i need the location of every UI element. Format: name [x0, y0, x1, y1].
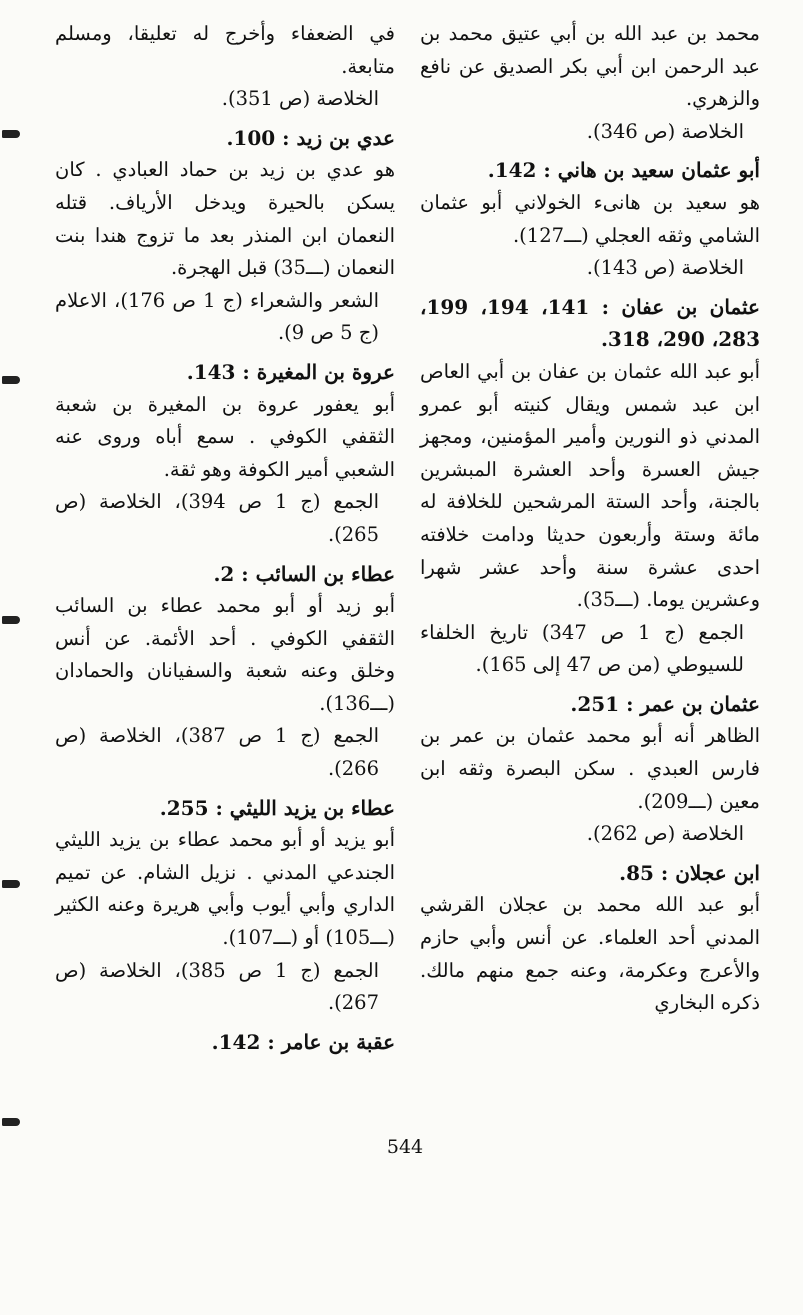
entry-reference: الخلاصة (ص 143). — [586, 256, 744, 280]
entry-reference: الجمع (ج 1 ص 394)، الخلاصة (ص 265). — [55, 490, 379, 546]
entry — [420, 688, 760, 851]
entry-heading: أبو عثمان سعيد بن هاني : 142. — [487, 158, 760, 183]
entry-reference: الخلاصة (ص 346). — [586, 119, 744, 143]
entry-reference: الجمع (ج 1 ص 347) تاريخ الخلفاء للسيوطي (من ص 47 إلى 165). — [420, 620, 744, 677]
entry-heading: ابن عجلان : 85. — [619, 860, 760, 885]
entry-body: أبو يعفور عروة بن المغيرة بن شعبة الثقفي الكوفي . سمع أباه وروى عنه الشعبي أمير الكوفة وهو ثقة. — [55, 392, 395, 481]
entry — [420, 291, 760, 682]
left-column — [55, 18, 395, 1064]
scan-edge-mark — [2, 880, 20, 888]
entry-heading: عطاء بن يزيد الليثي : 255. — [159, 795, 395, 820]
entry-reference: الجمع (ج 1 ص 387)، الخلاصة (ص 266). — [55, 724, 379, 781]
entry-body: أبو زيد أو أبو محمد عطاء بن السائب الثقفي الكوفي . أحد الأئمة. عن أنس وخلق وعنه شعبة والسفيانان والحمادان (ـــ136). — [55, 594, 395, 715]
entry-heading: عثمان بن عمر : 251. — [570, 691, 760, 716]
scan-edge-mark — [2, 130, 20, 138]
entry-body: أبو عبد الله محمد بن عجلان القرشي المدني أحد العلماء. عن أنس وأبي حازم والأعرج وعكرمة، وعنه جمع منهم مالك. ذكره البخاري — [420, 893, 760, 1015]
entry — [420, 857, 760, 1020]
entry-reference: الجمع (ج 1 ص 385)، الخلاصة (ص 267). — [55, 958, 379, 1015]
entry-body: محمد بن عبد الله بن أبي عتيق محمد بن عبد الرحمن ابن أبي بكر الصديق عن نافع والزهري. — [420, 22, 760, 111]
scan-edge-mark — [2, 1118, 20, 1126]
entry — [55, 558, 395, 786]
entry — [55, 122, 395, 350]
entry-body: الظاهر أنه أبو محمد عثمان بن عمر بن فارس العبدي . سكن البصرة وثقه ابن معين (ـــ209). — [420, 724, 760, 813]
scan-edge-mark — [2, 616, 20, 624]
entry-reference: الشعر والشعراء (ج 1 ص 176)، الاعلام (ج 5 ص 9). — [55, 288, 380, 345]
entry — [420, 154, 760, 284]
entry — [55, 792, 395, 1020]
entry — [420, 18, 760, 148]
page-number: 544 — [386, 1136, 424, 1158]
entry-body: هو سعيد بن هانىء الخولاني أبو عثمان الشامي وثقه العجلي (ـــ127). — [420, 190, 760, 247]
entry-body: أبو يزيد أو أبو محمد عطاء بن يزيد الليثي الجندعي المدني . نزيل الشام. عن تميم الداري وأبي أيوب وأبي هريرة وعنه الكثير (ـــ105) أو (ـــ107). — [55, 828, 395, 950]
entry-body: هو عدي بن زيد بن حماد العبادي . كان يسكن بالحيرة ويدخل الأرياف. قتله النعمان ابن المنذر بعد ما تزوج هندا بنت النعمان (ـــ35) قبل الهجرة. — [55, 158, 395, 280]
entry-reference: الخلاصة (ص 262). — [586, 822, 744, 846]
scan-edge-mark — [2, 376, 20, 384]
right-column — [420, 18, 760, 1026]
entry-body: في الضعفاء وأخرج له تعليقا، ومسلم متابعة. — [55, 22, 395, 78]
entry-heading: عقبة بن عامر : 142. — [211, 1029, 395, 1054]
entry-body: أبو عبد الله عثمان بن عفان بن أبي العاص ابن عبد شمس ويقال كنيته أبو عمرو المدني ذو النورين وأمير المؤمنين، ومجهز جيش العسرة وأحد العشرة المبشرين بالجنة، وأحد الستة المرشحين للخلافة له مائة وستة وأربعون حديثا ودامت خلافته احدى عشرة سنة وأحد عشر شهرا وعشرين يوما. (ـــ35). — [420, 359, 760, 612]
entry-heading: عثمان بن عفان : 141، 194، 199، 283، 290، 318. — [420, 294, 760, 352]
entry — [55, 18, 395, 116]
entry-heading: عدي بن زيد : 100. — [226, 125, 395, 150]
entry-heading: عطاء بن السائب : 2. — [213, 561, 395, 586]
entry — [55, 356, 395, 552]
entry-reference: الخلاصة (ص 351). — [221, 87, 379, 111]
entry — [55, 1026, 395, 1059]
entry-heading: عروة بن المغيرة : 143. — [186, 359, 395, 384]
